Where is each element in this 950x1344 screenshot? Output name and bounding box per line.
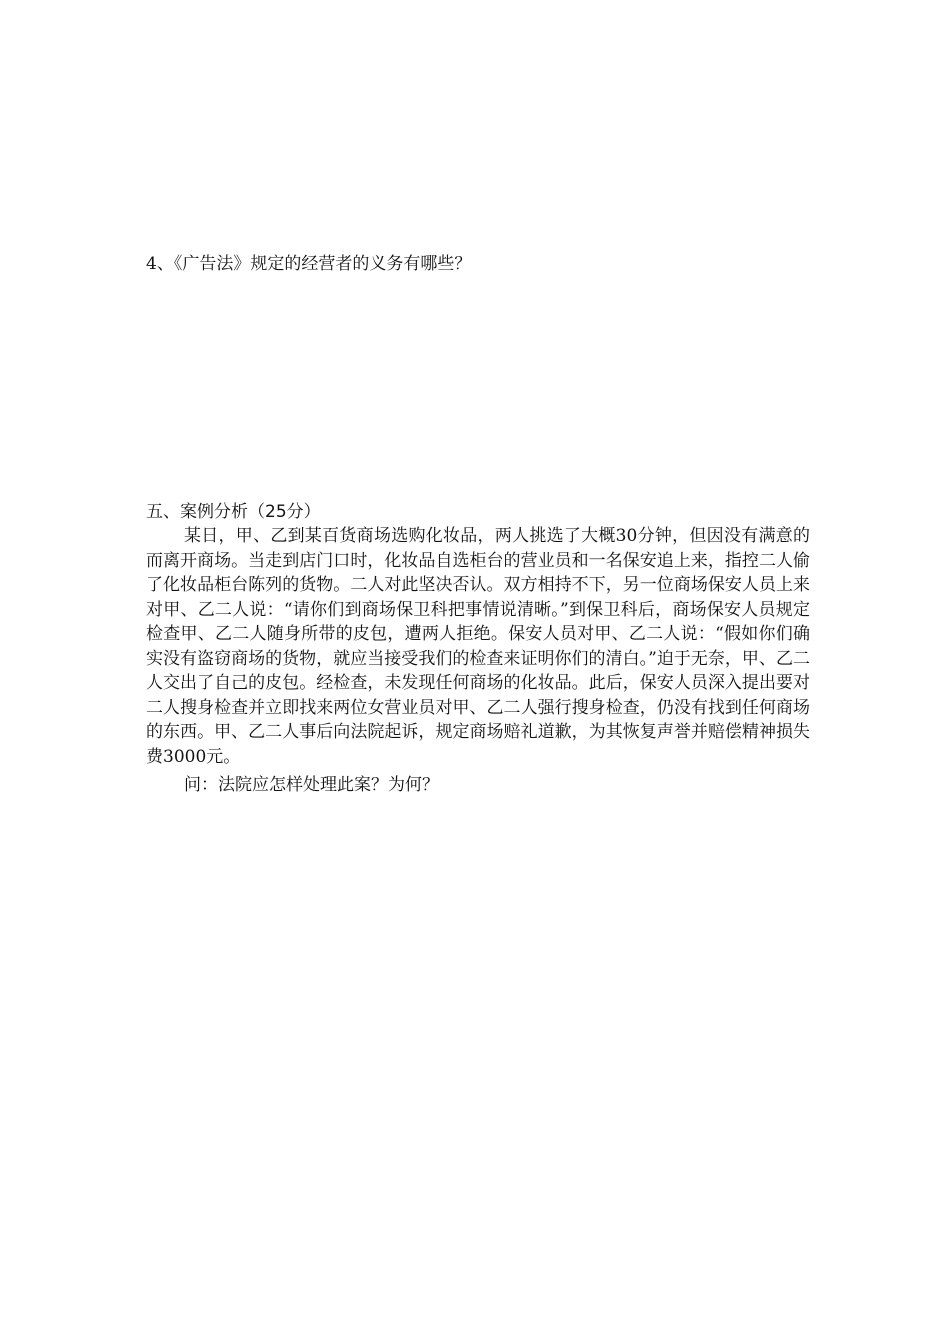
case-description: 某日，甲、乙到某百货商场选购化妆品，两人挑选了大概30分钟，但因没有满意的而离开商场。当走到店门口时，化妆品自选柜台的营业员和一名保安追上来，指控二人偷了化妆品柜台陈列的货物。二人对此坚决否认。双方相持不下，另一位商场保安人员上来对甲、乙二人说：“请你们到商场保卫科把事情说清晰。”到保卫科后，商场保安人员规定检查甲、乙二人随身所带的皮包，遭两人拒绝。保安人员对甲、乙二人说：“假如你们确实没有盗窃商场的货物，就应当接受我们的检查来证明你们的清白。”迫于无奈，甲、乙二人交出了自己的皮包。经检查，未发现任何商场的化妆品。此后，保安人员深入提出要对二人搜身检查并立即找来两位女营业员对甲、乙二人强行搜身检查，仍没有找到任何商场的东西。甲、乙二人事后向法院起诉，规定商场赔礼道歉，为其恢复声誉并赔偿精神损失费3000元。 xyxy=(146,526,810,767)
question-4: 4、《广告法》规定的经营者的义务有哪些？ xyxy=(146,254,472,274)
section-title: 五、案例分析（25分） xyxy=(146,502,321,522)
case-question: 问：法院应怎样处理此案？为何？ xyxy=(184,775,439,795)
case-analysis-section xyxy=(146,500,810,797)
